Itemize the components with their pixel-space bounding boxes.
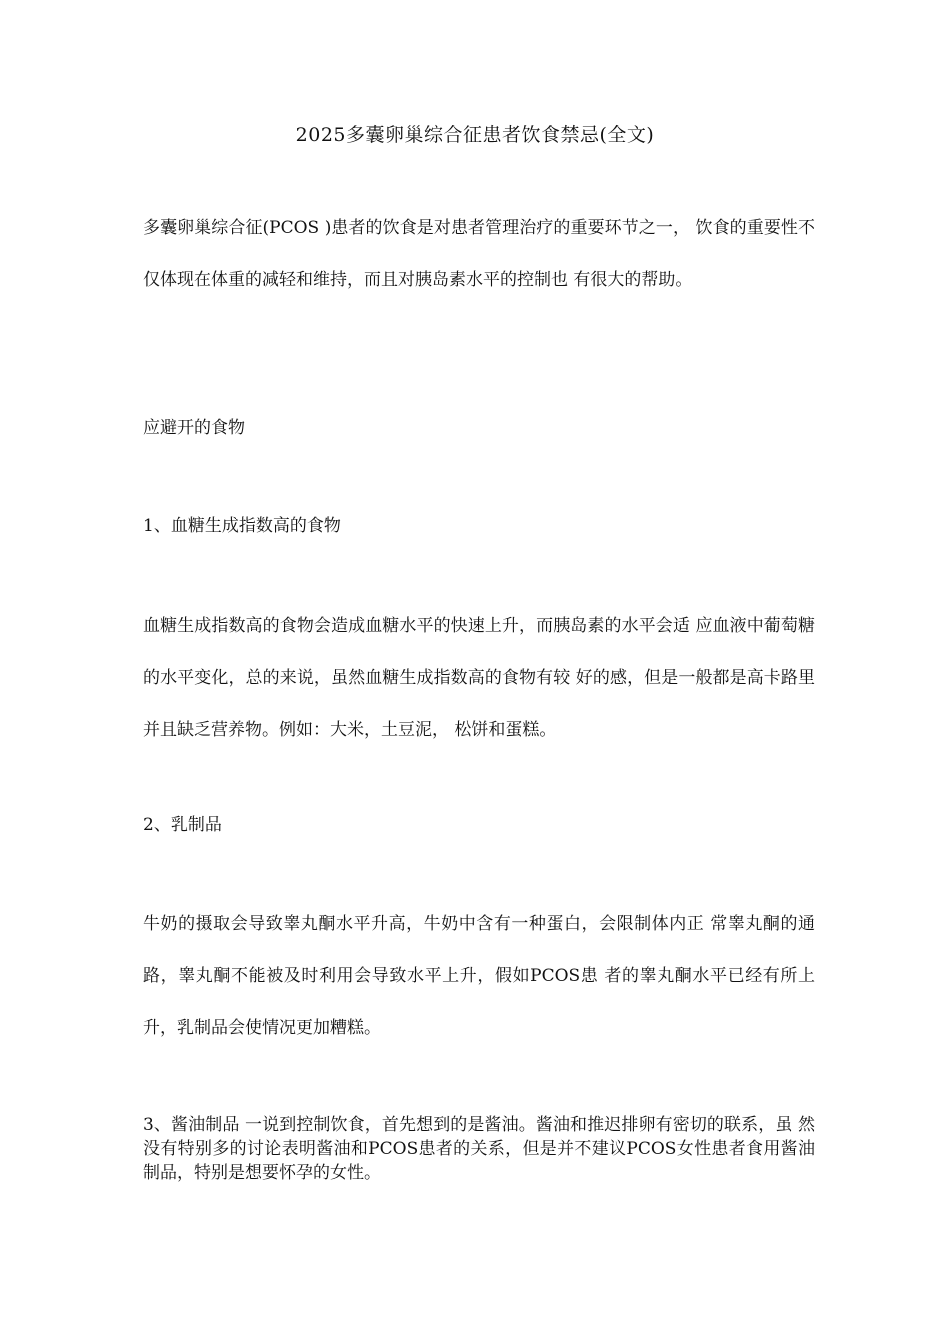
section-heading: 应避开的食物: [143, 418, 245, 438]
intro-paragraph: 多囊卵巢综合征(PCOS )患者的饮食是对患者管理治疗的重要环节之一， 饮食的重要性不仅体现在体重的减轻和维持，而且对胰岛素水平的控制也 有很大的帮助。: [143, 218, 815, 290]
item-2-heading: 2、乳制品: [143, 815, 222, 835]
item-2-body: 牛奶的摄取会导致睾丸酮水平升高，牛奶中含有一种蛋白，会限制体内正 常睾丸酮的通路，睾丸酮不能被及时利用会导致水平上升，假如PCOS患 者的睾丸酮水平已经有所上升，乳制品会使情况更加糟糕。: [143, 914, 815, 1038]
item-1-heading: 1、血糖生成指数高的食物: [143, 516, 341, 536]
item-1-body: 血糖生成指数高的食物会造成血糖水平的快速上升，而胰岛素的水平会适 应血液中葡萄糖的水平变化，总的来说，虽然血糖生成指数高的食物有较 好的感，但是一般都是高卡路里并且缺乏营养物。例如：大米，土豆泥， 松饼和蛋糕。: [143, 616, 815, 740]
item-3-body: 3、酱油制品 一说到控制饮食，首先想到的是酱油。酱油和推迟排卵有密切的联系，虽 然没有特别多的讨论表明酱油和PCOS患者的关系，但是并不建议PCOS女性患者食用酱油制品，特别是想要怀孕的女性。: [143, 1115, 815, 1183]
document-title: 2025多囊卵巢综合征患者饮食禁忌(全文): [295, 124, 655, 146]
